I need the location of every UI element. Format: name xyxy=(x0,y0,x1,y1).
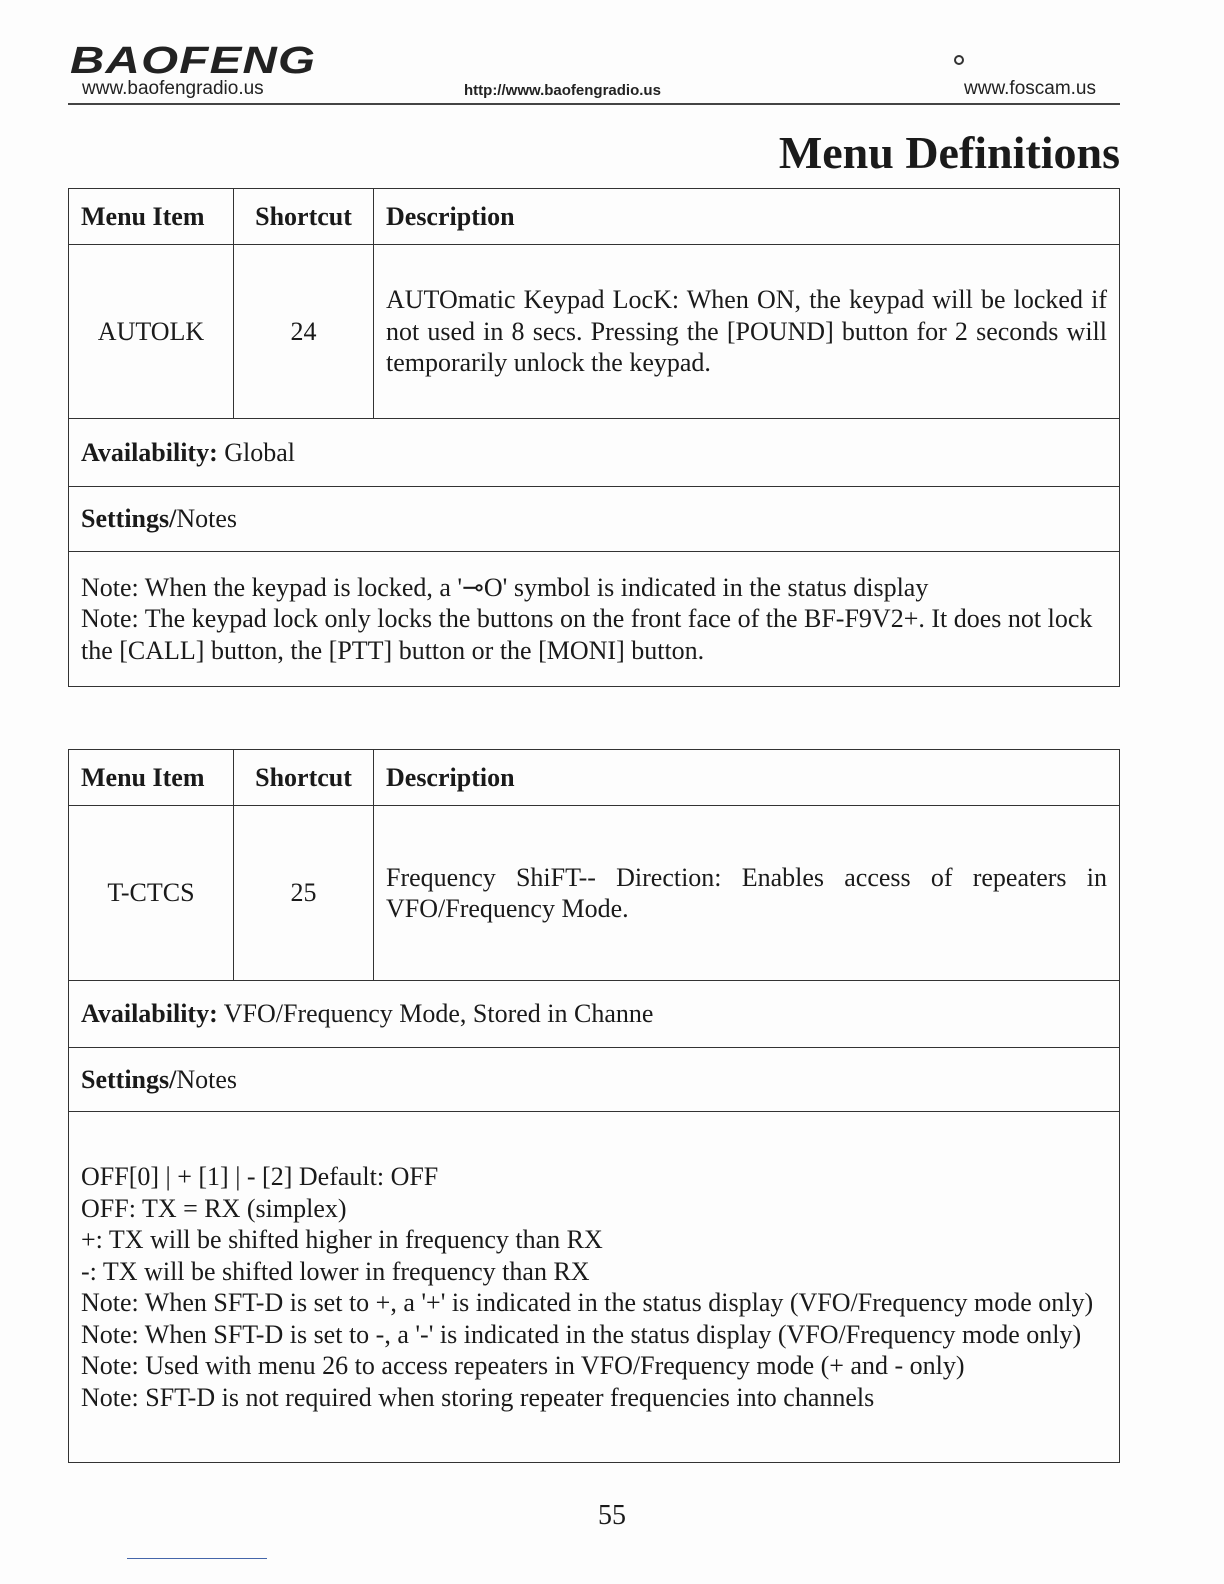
notes-cell xyxy=(69,552,1120,687)
settings-notes-header xyxy=(69,487,1120,552)
note-line: -: TX will be shifted lower in frequency than RX xyxy=(81,1256,590,1286)
menu-table-autolk xyxy=(68,188,1120,687)
header-divider xyxy=(68,103,1120,105)
notes-label: Notes xyxy=(176,1064,238,1094)
note-line: OFF: TX = RX (simplex) xyxy=(81,1193,347,1223)
notes-cell xyxy=(69,1112,1120,1463)
footer-rule xyxy=(127,1558,267,1559)
notes-label: Notes xyxy=(176,504,238,533)
col-description: Description xyxy=(374,189,1120,245)
availability-label: Availability: xyxy=(81,437,218,467)
availability-value: Global xyxy=(224,437,296,467)
note-line: OFF[0] | + [1] | - [2] Default: OFF xyxy=(81,1162,439,1191)
note-line: Note: Used with menu 26 to access repeaters in VFO/Frequency mode (+ and - only) xyxy=(81,1351,965,1380)
availability-label: Availability: xyxy=(81,999,218,1028)
baofeng-logo: BAOFENG xyxy=(70,40,317,82)
settings-label: Settings/ xyxy=(81,1064,177,1094)
note-line: +: TX will be shifted higher in frequency than RX xyxy=(81,1225,603,1254)
note-line: Note: When SFT-D is set to +, a '+' is indicated in the status display (VFO/Frequency mode only) xyxy=(81,1288,1094,1317)
menu-table-tctcs xyxy=(68,749,1120,1463)
header-url-left: www.baofengradio.us xyxy=(82,78,264,99)
menu-item: T-CTCS xyxy=(69,806,234,981)
note-line: Note: The keypad lock only locks the buttons on the front face of the BF-F9V2+. It does not lock the [CALL] button, the [PTT] button or the [MONI] button. xyxy=(81,604,1093,665)
settings-label: Settings/ xyxy=(81,504,177,533)
shortcut: 24 xyxy=(234,245,374,419)
col-description: Description xyxy=(374,750,1120,806)
page-number: 55 xyxy=(598,1500,626,1531)
col-shortcut: Shortcut xyxy=(234,189,374,245)
availability-row xyxy=(69,419,1120,487)
note-line: Note: When the keypad is locked, a '⊸O' symbol is indicated in the status display xyxy=(81,572,929,602)
description: AUTOmatic Keypad LocK: When ON, the keypad will be locked if not used in 8 secs. Pressing the [POUND] button for 2 seconds will temporarily unlock the keypad. xyxy=(374,245,1120,419)
description: Frequency ShiFT-- Direction: Enables access of repeaters in VFO/Frequency Mode. xyxy=(374,806,1120,981)
header-url-center: http://www.baofengradio.us xyxy=(464,82,661,99)
note-line: Note: When SFT-D is set to -, a '-' is indicated in the status display (VFO/Frequency mode only) xyxy=(81,1319,1082,1349)
page-title: Menu Definitions xyxy=(778,127,1120,178)
shortcut: 25 xyxy=(234,806,374,981)
header-url-right: www.foscam.us xyxy=(964,78,1096,99)
col-menu-item: Menu Item xyxy=(69,750,234,806)
availability-value: VFO/Frequency Mode, Stored in Channe xyxy=(223,999,654,1028)
col-menu-item: Menu Item xyxy=(69,189,234,245)
circle-icon xyxy=(954,55,964,65)
settings-notes-header xyxy=(69,1048,1120,1112)
note-line: Note: SFT-D is not required when storing repeater frequencies into channels xyxy=(81,1382,875,1412)
menu-item: AUTOLK xyxy=(69,245,234,419)
availability-row xyxy=(69,981,1120,1048)
col-shortcut: Shortcut xyxy=(234,750,374,806)
